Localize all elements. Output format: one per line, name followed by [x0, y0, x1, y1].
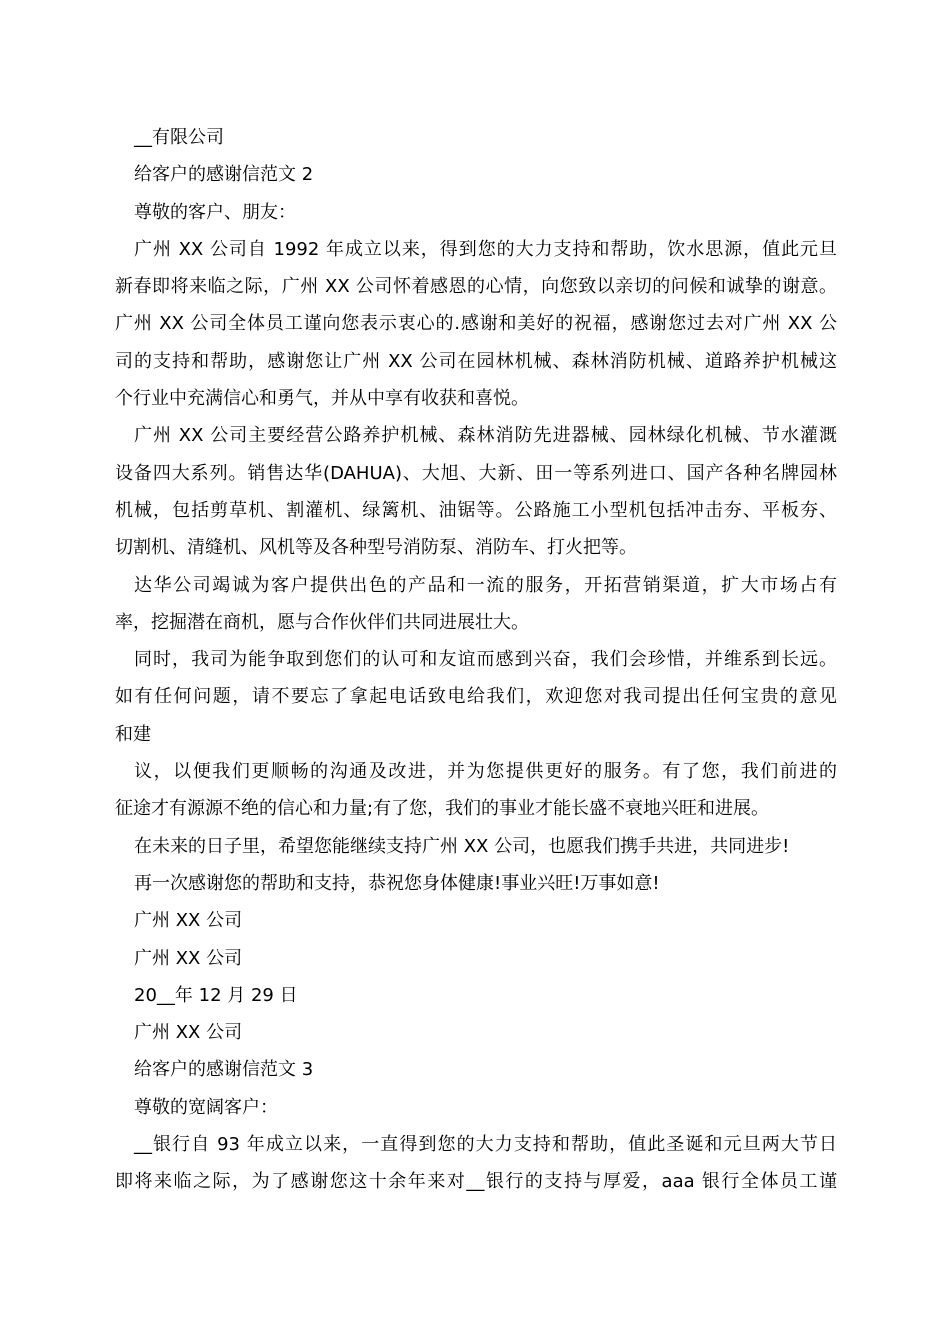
- text-line: 新春即将来临之际，广州 XX 公司怀着感恩的心情，向您致以亲切的问候和诚挚的谢意。: [115, 276, 837, 298]
- text-line: 机械，包括剪草机、割灌机、绿篱机、油锯等。公路施工小型机包括冲击夯、平板夯、: [115, 499, 837, 521]
- text-line: 率，挖掘潜在商机，愿与合作伙伴们共同进展壮大。: [115, 611, 529, 633]
- text-line: 广州 XX 公司: [134, 1022, 243, 1044]
- text-line: 同时，我司为能争取到您们的认可和友谊而感到兴奋，我们会珍惜，并维系到长远。: [134, 649, 837, 671]
- text-line: 个行业中充满信心和勇气，并从中享有收获和喜悦。: [115, 388, 529, 410]
- text-line: 广州 XX 公司: [134, 947, 243, 969]
- letter-body: [115, 119, 837, 1201]
- text-line: 给客户的感谢信范文 2: [134, 164, 314, 186]
- text-line: __银行自 93 年成立以来，一直得到您的大力支持和帮助，值此圣诞和元旦两大节日: [134, 1134, 837, 1156]
- text-line: 和建: [115, 723, 151, 745]
- text-line: 即将来临之际，为了感谢您这十余年来对__银行的支持与厚爱，aaa 银行全体员工谨: [115, 1171, 837, 1193]
- text-line: 达华公司竭诚为客户提供出色的产品和一流的服务，开拓营销渠道，扩大市场占有: [134, 574, 837, 596]
- text-line: 征途才有源源不绝的信心和力量;有了您，我们的事业才能长盛不衰地兴旺和进展。: [115, 798, 770, 820]
- text-line: 尊敬的客户、朋友：: [134, 201, 296, 223]
- text-line: __有限公司: [134, 127, 224, 148]
- text-line: 切割机、清缝机、风机等及各种型号消防泵、消防车、打火把等。: [115, 537, 637, 559]
- text-line: 司的支持和帮助，感谢您让广州 XX 公司在园林机械、森林消防机械、道路养护机械这: [115, 350, 837, 372]
- text-line: 广州 XX 公司全体员工谨向您表示衷心的.感谢和美好的祝福，感谢您过去对广州 XX 公: [115, 313, 837, 335]
- text-line: 议，以便我们更顺畅的沟通及改进，并为您提供更好的服务。有了您，我们前进的: [134, 761, 837, 783]
- text-line: 20__年 12 月 29 日: [134, 984, 298, 1006]
- text-line: 在未来的日子里，希望您能继续支持广州 XX 公司，也愿我们携手共进，共同进步!: [134, 835, 790, 857]
- text-line: 广州 XX 公司自 1992 年成立以来，得到您的大力支持和帮助，饮水思源，值此元旦: [134, 238, 837, 260]
- text-line: 尊敬的宽阔客户：: [134, 1096, 278, 1118]
- text-line: 广州 XX 公司主要经营公路养护机械、森林消防先进器械、园林绿化机械、节水灌溉: [134, 425, 837, 447]
- text-line: 如有任何问题，请不要忘了拿起电话致电给我们，欢迎您对我司提出任何宝贵的意见: [115, 686, 837, 708]
- text-line: 设备四大系列。销售达华(DAHUA)、大旭、大新、田一等系列进口、国产各种名牌园林: [115, 462, 837, 484]
- text-line: 再一次感谢您的帮助和支持，恭祝您身体健康!事业兴旺!万事如意!: [134, 872, 660, 894]
- text-line: 广州 XX 公司: [134, 910, 243, 932]
- text-line: 给客户的感谢信范文 3: [134, 1059, 314, 1081]
